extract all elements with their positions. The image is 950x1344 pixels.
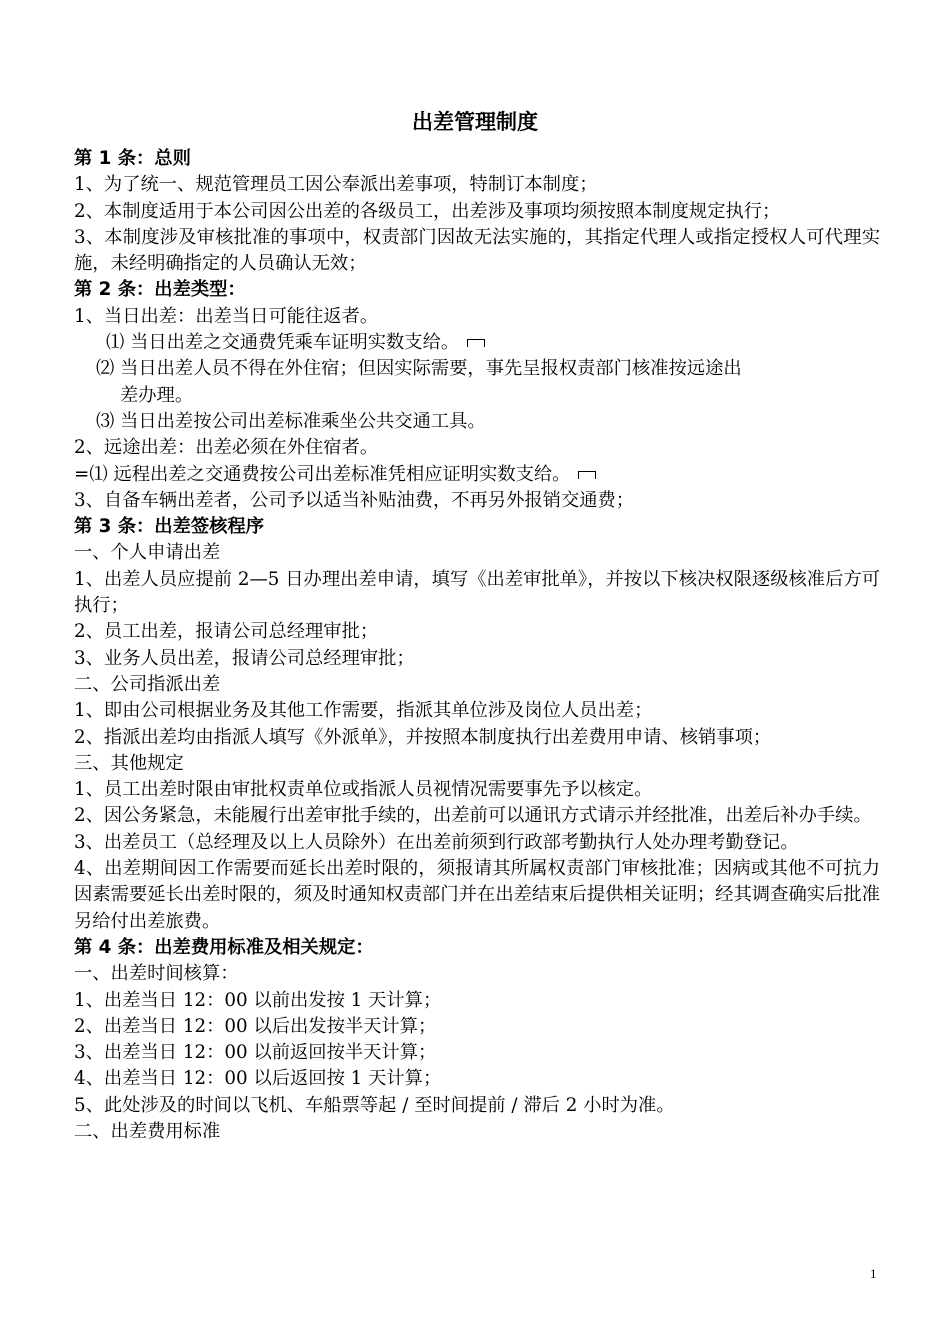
line-text: 2、因公务紧急，未能履行出差审批手续的，出差前可以通讯方式请示并经批准，出差后补办手续。 [74, 805, 872, 827]
bracket-mark-icon [578, 471, 596, 479]
paragraph-line [74, 304, 880, 330]
line-text: 1、即由公司根据业务及其他工作需要，指派其单位涉及岗位人员出差； [74, 700, 653, 722]
line-text: 2、员工出差，报请公司总经理审批； [74, 621, 379, 643]
paragraph-line [74, 1014, 880, 1040]
paragraph-line [74, 199, 880, 225]
paragraph-line [74, 988, 880, 1014]
line-text: 3、自备车辆出差者，公司予以适当补贴油费，不再另外报销交通费； [74, 489, 635, 511]
paragraph-line [74, 777, 880, 803]
bracket-mark-icon [467, 339, 485, 347]
paragraph-line [74, 330, 880, 356]
line-text: 2、出差当日 12：00 以后出发按半天计算； [74, 1015, 437, 1037]
paragraph-line [74, 540, 880, 566]
paragraph-line [74, 1093, 880, 1119]
paragraph-line [74, 672, 880, 698]
paragraph-line [74, 725, 880, 751]
paragraph-line [74, 356, 880, 382]
line-text: 一、个人申请出差 [74, 542, 221, 564]
line-text: 第 3 条：出差签核程序 [74, 516, 264, 538]
line-text: ⑵ 当日出差人员不得在外住宿；但因实际需要，事先呈报权责部门核准按远途出 [96, 358, 742, 380]
line-text: 3、业务人员出差，报请公司总经理审批； [74, 647, 415, 669]
line-text: 1、出差当日 12：00 以前出发按 1 天计算； [74, 989, 442, 1011]
paragraph-line [74, 1066, 880, 1092]
line-text: 3、本制度涉及审核批准的事项中，权责部门因故无法实施的，其指定代理人或指定授权人可代理实施，未经明确指定的人员确认无效； [74, 226, 880, 275]
line-text: 三、其他规定 [74, 752, 184, 774]
paragraph-line [74, 803, 880, 829]
paragraph-line [74, 698, 880, 724]
line-text: ⑶ 当日出差按公司出差标准乘坐公共交通工具。 [96, 410, 486, 432]
paragraph-line [74, 383, 880, 409]
line-text: =⑴ 远程出差之交通费按公司出差标准凭相应证明实数支给。 [74, 463, 571, 485]
section-heading [74, 935, 880, 961]
paragraph-line [74, 751, 880, 777]
line-text: 第 4 条：出差费用标准及相关规定： [74, 936, 374, 958]
section-heading [74, 277, 880, 303]
paragraph-line [74, 619, 880, 645]
line-text: 4、出差期间因工作需要而延长出差时限的，须报请其所属权责部门审核批准；因病或其他不可抗力因素需要延长出差时限的，须及时通知权责部门并在出差结束后提供相关证明；经其调查确实后批准另给付出差旅费。 [74, 858, 880, 932]
line-text: 2、远途出差：出差必须在外住宿者。 [74, 437, 379, 459]
paragraph-line [74, 567, 880, 620]
paragraph-line [74, 830, 880, 856]
line-text: 第 1 条：总则 [74, 148, 191, 169]
line-text: 2、指派出差均由指派人填写《外派单》，并按照本制度执行出差费用申请、核销事项； [74, 726, 772, 748]
paragraph-line [74, 646, 880, 672]
line-text: 1、员工出差时限由审批权责单位或指派人员视情况需要事先予以核定。 [74, 779, 653, 801]
line-text: 3、出差员工（总经理及以上人员除外）在出差前须到行政部考勤执行人处办理考勤登记。 [74, 831, 799, 853]
paragraph-line [74, 225, 880, 278]
line-text: 2、本制度适用于本公司因公出差的各级员工，出差涉及事项均须按照本制度规定执行； [74, 200, 781, 222]
line-text: 1、为了统一、规范管理员工因公奉派出差事项，特制订本制度； [74, 174, 598, 196]
paragraph-line [74, 435, 880, 461]
line-text: 第 2 条：出差类型： [74, 279, 246, 301]
line-text: 1、出差人员应提前 2—5 日办理出差申请，填写《出差审批单》，并按以下核决权限逐级核准后方可执行； [74, 568, 880, 617]
paragraph-line [74, 462, 880, 488]
section-heading [74, 146, 880, 172]
line-text: 差办理。 [120, 384, 194, 406]
line-text: 二、出差费用标准 [74, 1120, 221, 1142]
page-number: 1 [870, 1266, 877, 1281]
document-title: 出差管理制度 [412, 110, 538, 134]
paragraph-line [74, 172, 880, 198]
paragraph-line [74, 409, 880, 435]
paragraph-line [74, 961, 880, 987]
line-text: 5、此处涉及的时间以飞机、车船票等起 / 至时间提前 / 滞后 2 小时为准。 [74, 1094, 675, 1116]
section-heading [74, 514, 880, 540]
line-text: 二、公司指派出差 [74, 673, 221, 695]
paragraph-line [74, 488, 880, 514]
line-text: ⑴ 当日出差之交通费凭乘车证明实数支给。 [106, 332, 460, 354]
line-text: 1、当日出差：出差当日可能往返者。 [74, 305, 379, 327]
line-text: 4、出差当日 12：00 以后返回按 1 天计算； [74, 1068, 442, 1090]
line-text: 一、出差时间核算： [74, 963, 239, 985]
line-text: 3、出差当日 12：00 以前返回按半天计算； [74, 1042, 437, 1064]
paragraph-line [74, 1119, 880, 1145]
document-body [74, 146, 880, 1145]
paragraph-line [74, 1040, 880, 1066]
paragraph-line [74, 856, 880, 935]
